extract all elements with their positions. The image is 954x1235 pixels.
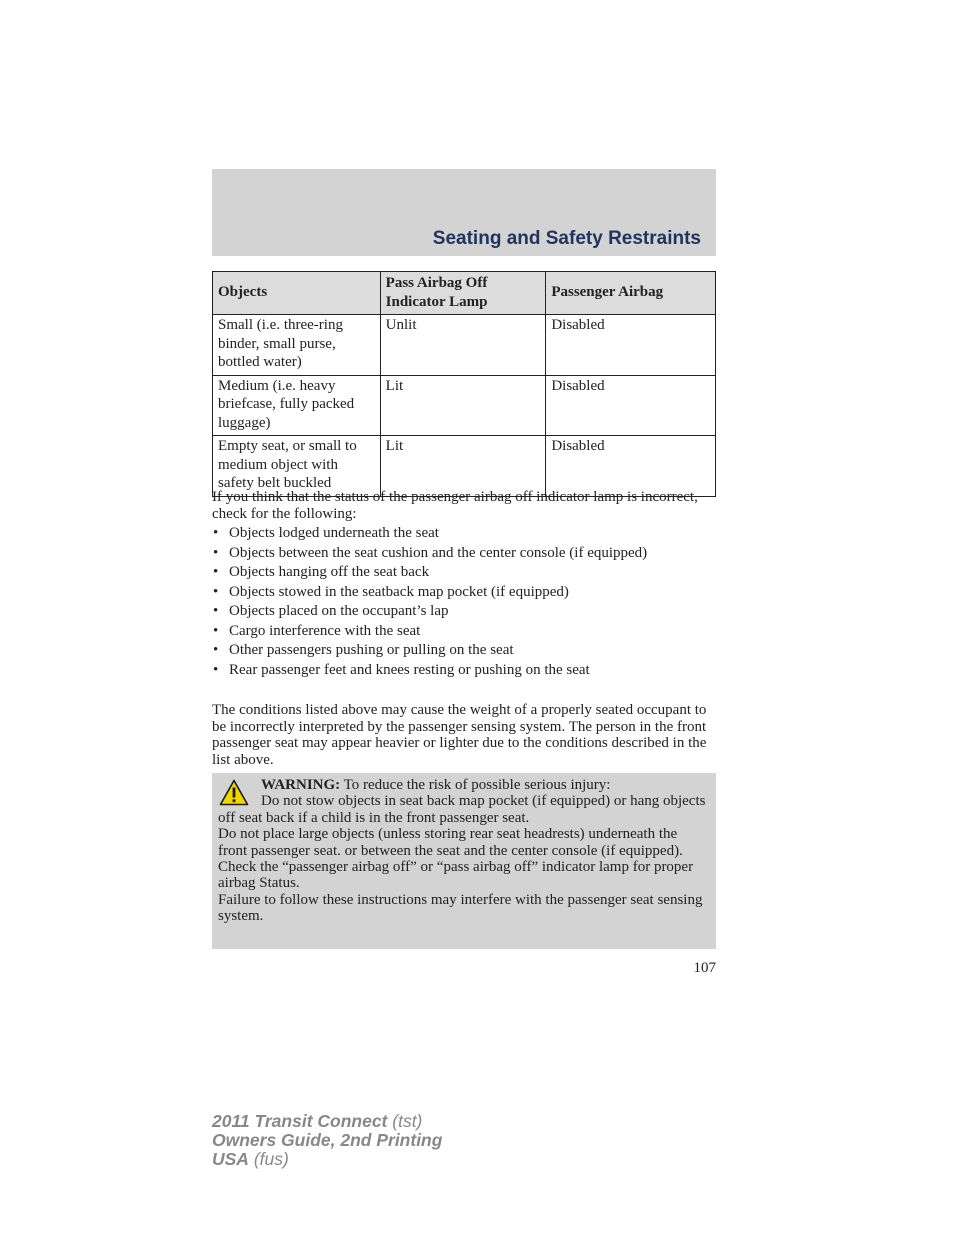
warning-text: [218, 777, 708, 925]
warning-line: Do not stow objects in seat back map pocket (if equipped) or hang objects off seat back if a child is in the front passenger seat.: [218, 793, 706, 826]
list-item-text: Cargo interference with the seat: [229, 622, 421, 639]
list-item-text: Objects stowed in the seatback map pocket (if equipped): [229, 583, 569, 600]
table-cell: Small (i.e. three-ring binder, small purse, bottled water): [213, 315, 381, 376]
table-cell: Disabled: [546, 315, 716, 376]
section-title: Seating and Safety Restraints: [432, 228, 701, 249]
bullet-icon: •: [213, 661, 219, 678]
intro-paragraph: If you think that the status of the passenger airbag off indicator lamp is incorrect, check for the following:: [212, 489, 698, 522]
warning-label: WARNING:: [261, 777, 341, 793]
table-cell: Medium (i.e. heavy briefcase, fully packed luggage): [213, 375, 381, 436]
section-header: [212, 169, 716, 256]
list-item: [212, 584, 716, 601]
footer-model-line: [212, 1112, 442, 1131]
table-cell: Lit: [380, 436, 546, 497]
bullet-icon: •: [213, 544, 219, 561]
bullet-icon: •: [213, 603, 219, 619]
table-cell: Unlit: [380, 315, 546, 376]
footer-market: USA: [212, 1149, 249, 1169]
warning-line: Do not place large objects (unless storing rear seat headrests) underneath the front passenger seat. or between the seat and the center console (if equipped).: [218, 826, 683, 859]
list-item: [212, 603, 716, 620]
bullet-icon: •: [213, 583, 219, 600]
footer-market-line: [212, 1150, 442, 1169]
footer-model: 2011 Transit Connect: [212, 1111, 388, 1131]
table-header-row: [213, 272, 716, 315]
list-item: [212, 545, 716, 562]
list-item-text: Objects between the seat cushion and the center console (if equipped): [229, 544, 648, 561]
header-passenger-airbag: Passenger Airbag: [546, 272, 716, 315]
warning-box: [212, 773, 716, 949]
bullet-icon: •: [213, 622, 219, 639]
bullet-icon: •: [213, 642, 219, 658]
table-row: [213, 315, 716, 376]
conditions-paragraph: The conditions listed above may cause the weight of a properly seated occupant to be incorrectly interpreted by the passenger sensing system. The person in the front passenger seat may appear heavier or lighter due to the conditions described in the list above.: [212, 702, 707, 768]
bullet-icon: •: [213, 564, 219, 580]
table-cell: Disabled: [546, 375, 716, 436]
list-item: [212, 642, 716, 659]
airbag-status-table: [212, 271, 716, 497]
warning-lead: To reduce the risk of possible serious injury:: [340, 777, 611, 793]
header-indicator-lamp: Pass Airbag Off Indicator Lamp: [380, 272, 546, 315]
list-item-text: Rear passenger feet and knees resting or pushing on the seat: [229, 661, 590, 678]
page-number: 107: [693, 960, 716, 976]
list-item-text: Objects lodged underneath the seat: [229, 525, 439, 541]
bullet-icon: •: [213, 525, 219, 541]
check-list: [212, 525, 716, 681]
list-item-text: Other passengers pushing or pulling on the seat: [229, 642, 514, 658]
list-item-text: Objects hanging off the seat back: [229, 564, 430, 580]
table-row: [213, 375, 716, 436]
list-item: [212, 623, 716, 640]
list-item: [212, 525, 716, 542]
list-item: [212, 662, 716, 679]
warning-line: Check the “passenger airbag off” or “pass airbag off” indicator lamp for proper airbag Status.: [218, 859, 694, 892]
footer-model-code: (tst): [387, 1111, 423, 1131]
footer-market-code: (fus): [248, 1149, 289, 1169]
list-item-text: Objects placed on the occupant’s lap: [229, 603, 449, 619]
table-cell: Lit: [380, 375, 546, 436]
footer-guide: Owners Guide, 2nd Printing: [212, 1130, 443, 1150]
list-item: [212, 564, 716, 581]
header-objects: Objects: [213, 272, 381, 315]
footer-guide-line: [212, 1131, 442, 1150]
document-footer: [212, 1112, 442, 1169]
table-cell: Disabled: [546, 436, 716, 497]
table-row: [213, 436, 716, 497]
table-cell: Empty seat, or small to medium object with safety belt buckled: [213, 436, 381, 497]
warning-line: Failure to follow these instructions may interfere with the passenger seat sensing system.: [218, 891, 703, 925]
